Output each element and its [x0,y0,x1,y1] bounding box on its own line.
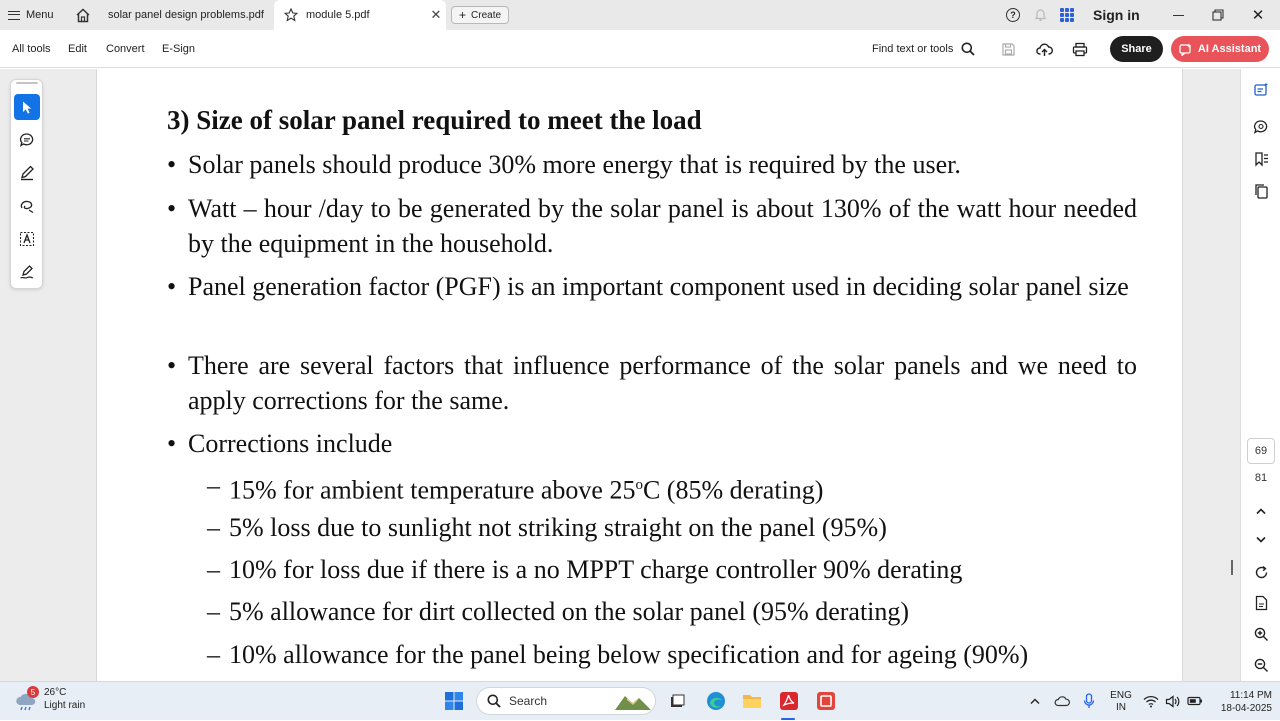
region-code: IN [1116,701,1126,713]
close-icon: ✕ [1251,7,1265,24]
previous-page-button[interactable] [1251,501,1271,521]
dash-symbol: – [207,640,220,669]
highlight-tool[interactable] [14,160,40,186]
sign-pen-icon [19,264,35,280]
search-highlight-icon [613,690,653,712]
task-view-icon [669,693,685,709]
windows-start-icon [444,691,464,711]
minimize-icon [1173,15,1184,16]
bullet-text: Corrections include [188,429,393,458]
weather-alert-badge: 5 [27,686,39,698]
taskbar-app-recorder[interactable] [814,689,838,713]
search-icon [487,694,501,708]
text-box-icon [19,231,35,247]
bullet-item [167,269,1137,304]
restore-button[interactable] [1210,0,1226,30]
menu-label: Menu [26,9,54,21]
onedrive-button[interactable] [1053,689,1071,713]
edge-icon [706,691,726,711]
pages-button[interactable] [1251,181,1271,201]
bullet-symbol: • [167,150,177,179]
weather-temperature: 26°C [44,687,67,698]
taskbar-app-edge[interactable] [704,689,728,713]
draw-tool[interactable] [14,193,40,219]
cloud-icon [1054,695,1070,707]
quick-tools-panel [10,79,43,289]
menu-convert[interactable]: Convert [106,43,145,55]
next-page-button[interactable] [1251,530,1271,550]
taskbar-app-acrobat[interactable] [777,689,801,713]
bullet-item [167,348,1137,418]
start-button[interactable] [443,689,465,713]
upload-cloud-button[interactable] [1036,30,1053,68]
ai-assistant-button[interactable] [1171,36,1269,62]
tab-label: solar panel design problems.pdf [108,9,264,21]
plus-icon: + [459,8,467,22]
fill-sign-tool[interactable] [14,259,40,285]
close-tab-icon[interactable]: ✕ [430,7,442,22]
dash-symbol: – [207,555,220,584]
language-code: ENG [1110,689,1132,701]
screen-recorder-icon [816,691,836,711]
weather-widget[interactable] [14,686,85,712]
select-tool[interactable] [14,94,40,120]
find-tools-button[interactable] [872,30,975,68]
sub-bullet-item [207,637,1028,672]
print-button[interactable] [1072,30,1088,68]
freehand-icon [19,198,35,214]
dash-symbol: – [207,597,220,626]
chevron-down-icon [1255,536,1267,544]
weather-condition: Light rain [44,700,86,711]
zoom-in-button[interactable] [1251,624,1271,644]
language-indicator[interactable] [1111,682,1131,721]
home-button[interactable] [72,0,94,30]
bullet-symbol: • [167,194,177,223]
rotate-icon [1254,565,1269,580]
bullet-item [167,426,1137,461]
rotate-button[interactable] [1251,562,1271,582]
dash-symbol: – [207,513,220,542]
menu-all-tools[interactable]: All tools [12,43,51,55]
star-icon[interactable] [284,8,298,22]
ai-assistant-icon [1179,43,1192,56]
sub-bullet-text: 15% for ambient temperature above 25$^o$C (85% derating) [229,475,824,505]
vertical-scrollbar[interactable] [1231,560,1233,575]
home-icon [75,8,91,23]
zoom-out-button[interactable] [1251,655,1271,675]
current-page-input[interactable]: 69 [1247,438,1275,464]
cloud-upload-icon [1036,42,1053,57]
clock-date: 18-04-2025 [1220,702,1272,714]
battery-icon [1187,695,1203,707]
text-box-tool[interactable] [14,226,40,252]
volume-icon [1165,695,1181,708]
bullet-symbol: • [167,351,177,380]
create-label: Create [471,9,502,21]
menu-e-sign[interactable]: E-Sign [162,43,196,55]
taskbar-app-file-explorer[interactable] [740,689,764,713]
search-placeholder: Search [509,694,548,708]
panel-grip[interactable] [16,82,38,84]
sign-in-button[interactable]: Sign in [1093,7,1140,23]
comment-bubble-icon [1253,119,1269,135]
sub-bullet-item [207,510,887,545]
bullet-item [167,191,1137,261]
ai-chat-icon [1253,82,1269,98]
bookmarks-button[interactable] [1251,149,1271,169]
comments-panel-button[interactable] [1251,117,1271,137]
menu-button[interactable] [8,0,54,30]
bookmark-icon [1253,151,1269,167]
cursor-icon [20,100,34,115]
microphone-icon [1083,693,1095,709]
close-window-button[interactable] [1250,0,1266,30]
ai-summary-button[interactable] [1251,80,1271,100]
bullet-symbol: • [167,429,177,458]
menu-edit[interactable]: Edit [68,43,87,55]
clock-time: 11:14 PM [1229,689,1272,701]
bell-icon [1034,8,1047,22]
slide-title: 3) Size of solar panel required to meet the load [167,105,702,135]
chevron-up-icon [1029,697,1041,705]
comment-tool[interactable] [14,127,40,153]
share-button[interactable]: Share [1110,36,1163,62]
right-side-panel [1240,69,1280,681]
pdf-page [96,69,1183,681]
bullet-text: Watt – hour /day to be generated by the solar panel is about 130% of the watt hour needed by the equipment in the household. [188,194,1137,258]
create-button[interactable] [451,6,509,24]
hamburger-icon [8,11,20,20]
bullet-text: Solar panels should produce 30% more energy that is required by the user. [188,150,961,179]
taskbar-app-taskview[interactable] [666,689,688,713]
folder-icon [742,692,762,710]
tab-solar-panel-design-problems[interactable] [98,0,272,30]
sub-bullet-text: 10% allowance for the panel being below specification and for ageing (90%) [229,640,1029,669]
find-tools-label: Find text or tools [872,43,954,55]
help-icon: ? [1006,8,1020,22]
sub-bullet-item [207,468,823,508]
document-icon [1254,595,1269,611]
help-button[interactable] [1006,0,1020,30]
pen-icon [19,165,35,181]
zoom-in-icon [1254,627,1269,642]
total-pages: 81 [1254,472,1268,484]
tab-label: module 5.pdf [306,9,370,21]
apps-button[interactable] [1060,0,1074,30]
dash-symbol: – [207,471,220,500]
title-bar [0,0,1280,30]
sub-bullet-text: 5% loss due to sunlight not striking straight on the panel (95%) [229,513,887,542]
wifi-icon [1143,695,1159,708]
document-workspace [0,69,1240,681]
bullet-symbol: • [167,272,177,301]
page-fit-button[interactable] [1251,593,1271,613]
weather-icon [14,687,38,711]
windows-taskbar [0,681,1280,720]
apps-grid-icon [1060,8,1074,22]
save-button[interactable] [1001,30,1016,68]
microphone-button[interactable] [1081,689,1097,713]
minimize-button[interactable] [1170,0,1186,30]
toolbar [0,30,1280,68]
sub-bullet-text: 5% allowance for dirt collected on the solar panel (95% derating) [229,597,910,626]
restore-icon [1212,9,1224,21]
search-icon [961,42,975,56]
taskbar-search[interactable] [476,687,656,715]
show-hidden-icons-button[interactable] [1027,689,1043,713]
zoom-out-icon [1254,658,1269,673]
sub-bullet-item [207,594,909,629]
printer-icon [1072,42,1088,57]
quick-settings-button[interactable] [1142,689,1204,713]
notifications-button[interactable] [1034,0,1047,30]
acrobat-icon [779,691,799,711]
comment-icon [19,132,35,148]
sub-bullet-text: 10% for loss due if there is a no MPPT charge controller 90% derating [229,555,963,584]
clock[interactable] [1208,682,1272,721]
chevron-up-icon [1255,507,1267,515]
save-icon [1001,42,1016,57]
bullet-text: There are several factors that influence performance of the solar panels and we need to apply corrections for the same. [188,351,1137,415]
tab-module-5[interactable] [274,0,446,30]
bullet-text: Panel generation factor (PGF) is an important component used in deciding solar panel size [188,272,1129,301]
ai-assistant-label: AI Assistant [1197,43,1262,55]
bullet-item [167,147,1137,182]
copy-pages-icon [1253,183,1269,199]
sub-bullet-item [207,552,962,587]
